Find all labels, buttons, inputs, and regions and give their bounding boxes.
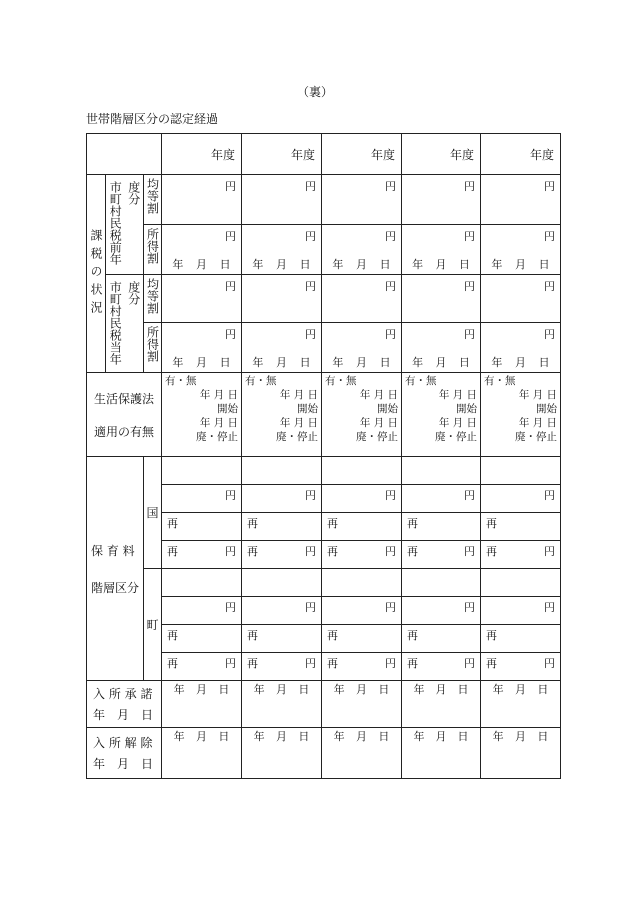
livelihood-protection-cell[interactable]: 有・無 年 月 日 開始 年 月 日 廃・停止 [481,373,561,457]
fee-town-amount[interactable]: 円 [402,597,481,625]
fee-town-amount[interactable]: 円 [242,597,322,625]
fee-town-amount[interactable]: 円 [162,597,242,625]
fee-town-amount[interactable]: 円 [322,597,402,625]
fee-town-blank[interactable] [242,569,322,597]
fee-town-recalc-amount[interactable]: 再 円 [402,653,481,681]
prev-equal-amount[interactable]: 円 [481,175,561,225]
fee-town-recalc[interactable]: 再 [322,625,402,653]
curr-income-amount[interactable]: 円 年 月 日 [402,323,481,373]
form-title: 世帯階層区分の認定経過 [86,112,219,126]
fee-town-recalc-amount[interactable]: 再 円 [481,653,561,681]
year-col-4[interactable]: 年度 [402,134,481,175]
fee-national-blank[interactable] [402,457,481,485]
prev-year-label: 市町村民税前年 [106,175,125,275]
fee-national-amount[interactable]: 円 [402,485,481,513]
equal-share-label: 均等割 [144,275,162,323]
livelihood-protection-cell[interactable]: 有・無 年 月 日 開始 年 月 日 廃・停止 [242,373,322,457]
fee-class-label: 保 育 料 階層区分 [87,457,144,681]
curr-equal-amount[interactable]: 円 [162,275,242,323]
fee-national-recalc-amount[interactable]: 再 円 [322,541,402,569]
fee-national-recalc[interactable]: 再 [481,513,561,541]
prev-equal-amount[interactable]: 円 [162,175,242,225]
fee-national-recalc[interactable]: 再 [402,513,481,541]
fee-town-recalc[interactable]: 再 [402,625,481,653]
fee-town-recalc[interactable]: 再 [481,625,561,653]
fee-town-recalc-amount[interactable]: 再 円 [162,653,242,681]
curr-income-amount[interactable]: 円 年 月 日 [242,323,322,373]
curr-equal-amount[interactable]: 円 [242,275,322,323]
year-header-row [87,134,561,175]
fee-national-label: 国 [144,457,162,569]
prev-income-amount[interactable]: 円 年 月 日 [402,225,481,275]
tax-status-label: 課税の状況 [87,175,106,373]
fee-town-label: 町 [144,569,162,681]
fee-national-amount[interactable]: 円 [481,485,561,513]
discharge-date[interactable]: 年 月 日 [402,728,481,779]
admission-date[interactable]: 年 月 日 [481,681,561,728]
income-share-label: 所得割 [144,323,162,373]
curr-equal-amount[interactable]: 円 [322,275,402,323]
prev-income-amount[interactable]: 円 年 月 日 [242,225,322,275]
prev-equal-amount[interactable]: 円 [322,175,402,225]
fee-national-blank[interactable] [322,457,402,485]
fee-national-blank[interactable] [242,457,322,485]
livelihood-protection-label: 生活保護法 適用の有無 [87,373,162,457]
admission-date[interactable]: 年 月 日 [242,681,322,728]
fee-national-amount[interactable]: 円 [162,485,242,513]
curr-equal-amount[interactable]: 円 [481,275,561,323]
fee-national-recalc-amount[interactable]: 再 円 [402,541,481,569]
discharge-date[interactable]: 年 月 日 [322,728,402,779]
curr-income-amount[interactable]: 円 年 月 日 [162,323,242,373]
fee-national-blank[interactable] [162,457,242,485]
prev-equal-amount[interactable]: 円 [402,175,481,225]
fee-town-blank[interactable] [162,569,242,597]
discharge-label: 入 所 解 除 年 月 日 [87,728,162,779]
curr-income-amount[interactable]: 円 年 月 日 [322,323,402,373]
fee-town-blank[interactable] [402,569,481,597]
fee-national-amount[interactable]: 円 [322,485,402,513]
fee-national-recalc[interactable]: 再 [322,513,402,541]
admission-date[interactable]: 年 月 日 [322,681,402,728]
fee-town-blank[interactable] [322,569,402,597]
year-col-5[interactable]: 年度 [481,134,561,175]
curr-year-label: 市町村民税当年 [106,275,125,373]
fee-national-blank[interactable] [481,457,561,485]
fee-national-recalc-amount[interactable]: 再 円 [242,541,322,569]
admission-date[interactable]: 年 月 日 [162,681,242,728]
fee-town-amount[interactable]: 円 [481,597,561,625]
livelihood-protection-cell[interactable]: 有・無 年 月 日 開始 年 月 日 廃・停止 [162,373,242,457]
equal-share-label: 均等割 [144,175,162,225]
fee-national-recalc[interactable]: 再 [242,513,322,541]
prev-income-amount[interactable]: 円 年 月 日 [162,225,242,275]
fee-town-recalc[interactable]: 再 [162,625,242,653]
prev-income-amount[interactable]: 円 年 月 日 [322,225,402,275]
certification-table [86,133,561,779]
income-share-label: 所得割 [144,225,162,275]
fee-national-amount[interactable]: 円 [242,485,322,513]
year-col-3[interactable]: 年度 [322,134,402,175]
year-col-1[interactable]: 年度 [162,134,242,175]
livelihood-protection-cell[interactable]: 有・無 年 月 日 開始 年 月 日 廃・停止 [402,373,481,457]
livelihood-protection-cell[interactable]: 有・無 年 月 日 開始 年 月 日 廃・停止 [322,373,402,457]
curr-income-amount[interactable]: 円 年 月 日 [481,323,561,373]
fee-town-recalc-amount[interactable]: 再 円 [242,653,322,681]
fee-national-recalc-amount[interactable]: 再 円 [481,541,561,569]
discharge-date[interactable]: 年 月 日 [242,728,322,779]
prev-year-share-label: 度分 [125,175,144,275]
curr-equal-amount[interactable]: 円 [402,275,481,323]
fee-town-recalc[interactable]: 再 [242,625,322,653]
curr-year-share-label: 度分 [125,275,144,373]
page-side-label: （裏） [296,85,333,99]
admission-date[interactable]: 年 月 日 [402,681,481,728]
year-col-2[interactable]: 年度 [242,134,322,175]
discharge-date[interactable]: 年 月 日 [481,728,561,779]
header-corner [87,134,162,175]
fee-national-recalc-amount[interactable]: 再 円 [162,541,242,569]
admission-approval-label: 入 所 承 諾 年 月 日 [87,681,162,728]
prev-equal-amount[interactable]: 円 [242,175,322,225]
prev-income-amount[interactable]: 円 年 月 日 [481,225,561,275]
fee-national-recalc[interactable]: 再 [162,513,242,541]
discharge-date[interactable]: 年 月 日 [162,728,242,779]
fee-town-recalc-amount[interactable]: 再 円 [322,653,402,681]
fee-town-blank[interactable] [481,569,561,597]
